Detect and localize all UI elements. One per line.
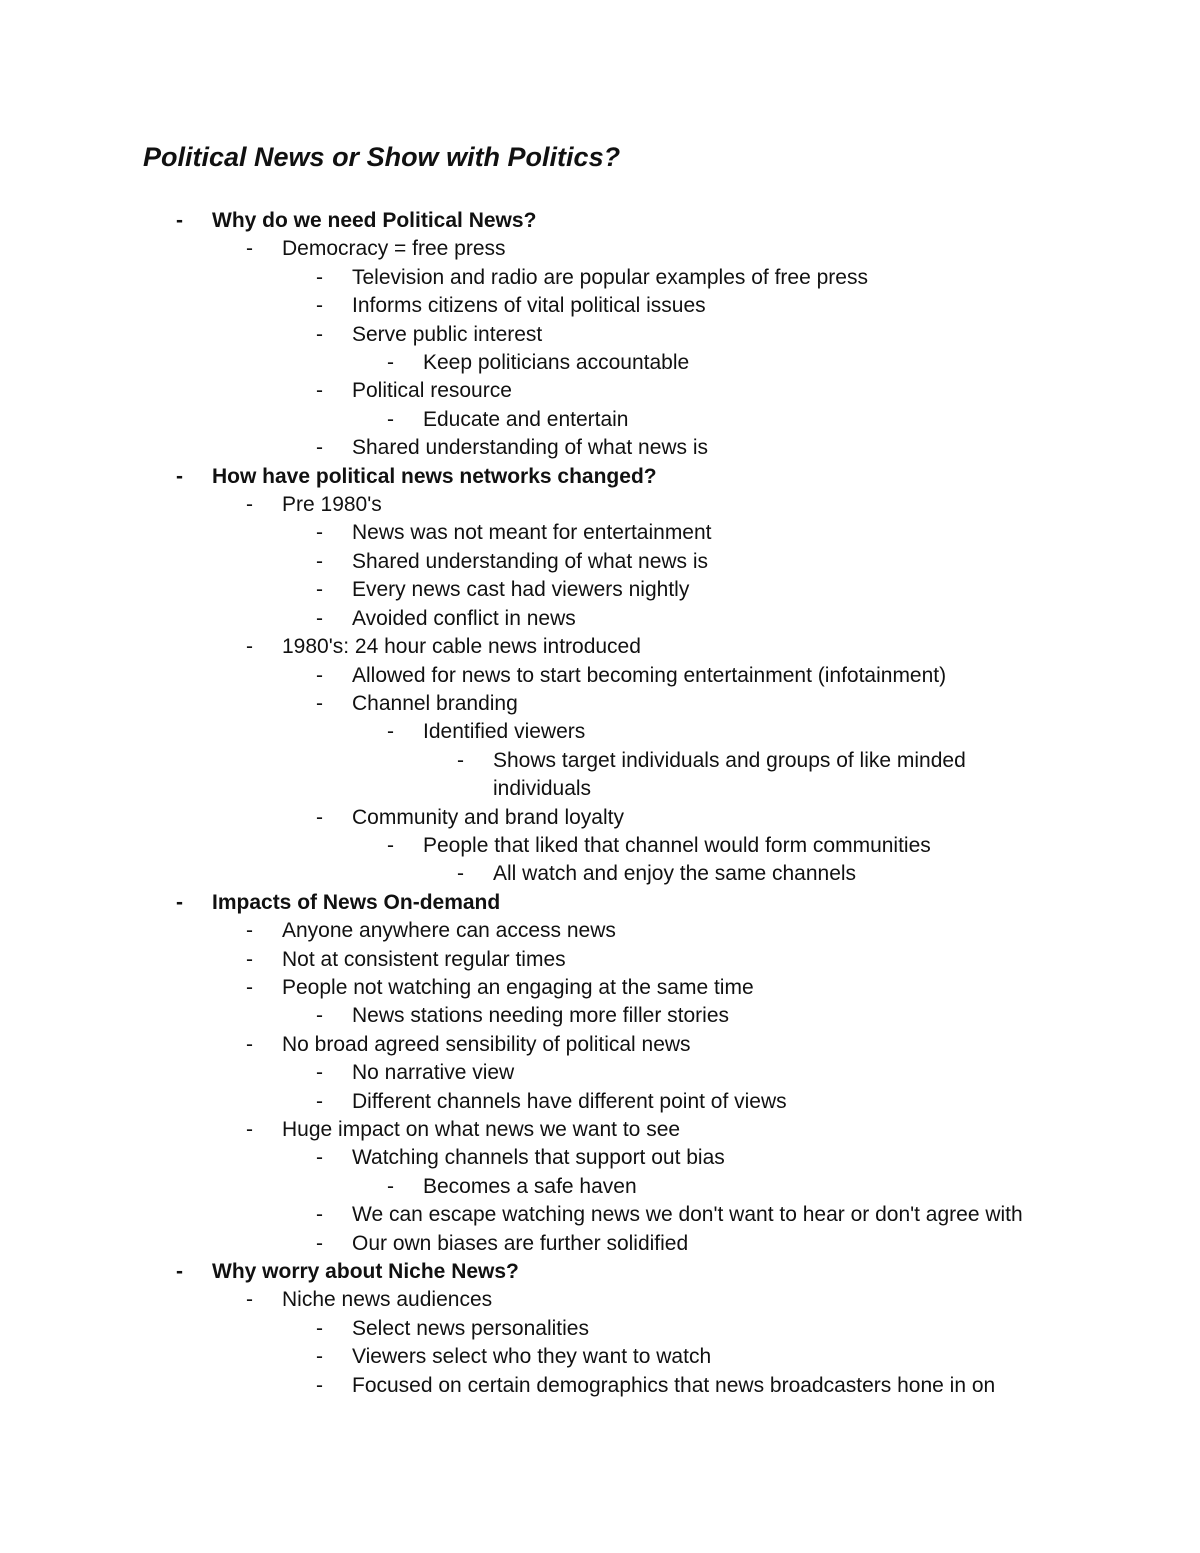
bullet-dash: - (387, 1174, 394, 1198)
outline-item-text: Every news cast had viewers nightly (352, 578, 690, 602)
outline-item-text: No broad agreed sensibility of political news (282, 1032, 691, 1056)
outline-item (0, 377, 1200, 405)
bullet-dash: - (316, 606, 323, 630)
outline-item-text: Educate and entertain (423, 407, 629, 431)
outline-item-text: Becomes a safe haven (423, 1174, 637, 1198)
bullet-dash: - (316, 1061, 323, 1085)
bullet-dash: - (316, 805, 323, 829)
outline-item (0, 1116, 1200, 1144)
outline-item-text: People that liked that channel would form communities (423, 833, 931, 857)
bullet-dash: - (316, 379, 323, 403)
bullet-dash: - (176, 209, 183, 232)
document-title: Political News or Show with Politics? (143, 142, 621, 172)
bullet-dash: - (316, 265, 323, 289)
bullet-dash: - (316, 521, 323, 545)
outline-item (0, 1144, 1200, 1172)
outline-item-text: Political resource (352, 379, 512, 403)
section-heading (0, 207, 1200, 235)
outline-item (0, 718, 1200, 746)
outline-item-text: People not watching an engaging at the same time (282, 975, 754, 999)
outline-item-text: No narrative view (352, 1061, 515, 1085)
bullet-dash: - (316, 436, 323, 460)
outline-item (0, 860, 1200, 888)
outline-item-text: News was not meant for entertainment (352, 521, 712, 545)
outline-item-text: Channel branding (352, 691, 518, 715)
bullet-dash: - (316, 1089, 323, 1113)
bullet-dash: - (457, 862, 464, 886)
outline-item-text: Democracy = free press (282, 237, 506, 261)
bullet-dash: - (316, 549, 323, 573)
outline-item-text: Viewers select who they want to watch (352, 1345, 712, 1369)
outline-item-text: Avoided conflict in news (352, 606, 576, 630)
bullet-dash: - (457, 748, 464, 772)
outline-list (0, 207, 1200, 1400)
bullet-dash: - (387, 407, 394, 431)
outline-item-text: Our own biases are further solidified (352, 1231, 689, 1255)
outline-item (0, 832, 1200, 860)
outline-item-text: Keep politicians accountable (423, 351, 690, 375)
bullet-dash: - (316, 1004, 323, 1028)
outline-item (0, 406, 1200, 434)
bullet-dash: - (387, 720, 394, 744)
outline-item-text: Community and brand loyalty (352, 805, 624, 829)
outline-item (0, 349, 1200, 377)
outline-item (0, 292, 1200, 320)
outline-item (0, 633, 1200, 661)
outline-item (0, 1031, 1200, 1059)
outline-item (0, 576, 1200, 604)
bullet-dash: - (246, 237, 253, 261)
outline-item-text: Huge impact on what news we want to see (282, 1118, 681, 1141)
bullet-dash: - (246, 1118, 253, 1141)
outline-item (0, 1372, 1200, 1400)
bullet-dash: - (246, 947, 253, 971)
bullet-dash: - (246, 975, 253, 999)
outline-item-text: 1980's: 24 hour cable news introduced (282, 635, 641, 659)
outline-item (0, 1088, 1200, 1116)
bullet-dash: - (246, 1032, 253, 1056)
bullet-dash: - (316, 1203, 323, 1227)
outline-item-text: Allowed for news to start becoming entertainment (infotainment) (352, 663, 947, 687)
outline-item (0, 690, 1200, 718)
outline-item (0, 519, 1200, 547)
outline-item (0, 1201, 1200, 1229)
outline-item (0, 548, 1200, 576)
outline-item (0, 1173, 1200, 1201)
outline-item-text: We can escape watching news we don't want to hear or don't agree with (352, 1203, 1023, 1227)
outline-item-text: News stations needing more filler stories (352, 1004, 729, 1028)
outline-item-text: Anyone anywhere can access news (282, 919, 616, 943)
outline-item (0, 434, 1200, 462)
outline-item (0, 747, 1200, 804)
outline-item (0, 1343, 1200, 1371)
outline-item-text: Shared understanding of what news is (352, 436, 709, 460)
section-heading (0, 1258, 1200, 1286)
bullet-dash: - (387, 833, 394, 857)
outline-item (0, 917, 1200, 945)
bullet-dash: - (246, 635, 253, 659)
outline-item (0, 264, 1200, 292)
bullet-dash: - (176, 1260, 183, 1284)
bullet-dash: - (316, 1316, 323, 1340)
bullet-dash: - (246, 919, 253, 943)
outline-item (0, 1315, 1200, 1343)
bullet-dash: - (316, 1373, 323, 1397)
outline-item-text: Informs citizens of vital political issues (352, 294, 706, 318)
outline-item-text: Shows target individuals and groups of like minded individuals (493, 748, 966, 801)
outline-item (0, 235, 1200, 263)
bullet-dash: - (246, 1288, 253, 1312)
outline-item (0, 491, 1200, 519)
bullet-dash: - (316, 1231, 323, 1255)
outline-item (0, 804, 1200, 832)
section-heading-text: Why do we need Political News? (212, 209, 537, 232)
outline-item-text: Identified viewers (423, 720, 586, 744)
outline-item-text: Watching channels that support out bias (352, 1146, 725, 1170)
outline-item (0, 974, 1200, 1002)
outline-item-text: Not at consistent regular times (282, 947, 566, 971)
outline-item-text: Niche news audiences (282, 1288, 493, 1312)
bullet-dash: - (176, 890, 183, 914)
outline-item (0, 1059, 1200, 1087)
bullet-dash: - (246, 493, 253, 517)
outline-item (0, 605, 1200, 633)
outline-item (0, 1286, 1200, 1314)
outline-item (0, 946, 1200, 974)
bullet-dash: - (387, 351, 394, 375)
bullet-dash: - (316, 691, 323, 715)
section-heading-text: Impacts of News On-demand (212, 890, 501, 914)
bullet-dash: - (316, 1146, 323, 1170)
outline-item-text: Pre 1980's (282, 493, 382, 517)
bullet-dash: - (316, 578, 323, 602)
outline-item (0, 321, 1200, 349)
bullet-dash: - (316, 1345, 323, 1369)
outline-item-text: Focused on certain demographics that news broadcasters hone in on (352, 1373, 996, 1397)
outline-item (0, 662, 1200, 690)
bullet-dash: - (316, 663, 323, 687)
outline-item-text: Select news personalities (352, 1316, 589, 1340)
bullet-dash: - (316, 294, 323, 318)
outline-item-text: Shared understanding of what news is (352, 549, 709, 573)
outline-item-text: All watch and enjoy the same channels (493, 862, 857, 886)
outline-item (0, 1230, 1200, 1258)
outline-item-text: Different channels have different point of views (352, 1089, 787, 1113)
section-heading-text: How have political news networks changed? (212, 464, 657, 488)
outline-item (0, 1002, 1200, 1030)
section-heading (0, 463, 1200, 491)
bullet-dash: - (176, 464, 183, 488)
outline-item-text: Television and radio are popular examples of free press (352, 265, 868, 289)
outline-item-text: Serve public interest (352, 322, 543, 346)
section-heading-text: Why worry about Niche News? (212, 1260, 519, 1284)
bullet-dash: - (316, 322, 323, 346)
section-heading (0, 889, 1200, 917)
